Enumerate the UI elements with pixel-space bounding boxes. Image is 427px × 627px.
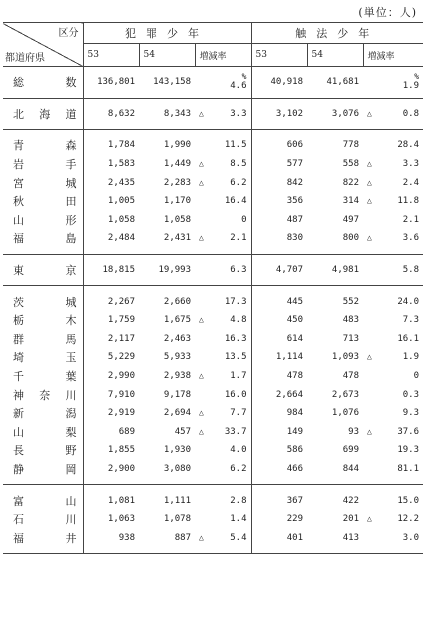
table-row — [3, 254, 423, 286]
prefecture-name: 埼玉 — [3, 348, 83, 367]
count-cell: 136,801 — [83, 67, 139, 99]
table-row — [3, 510, 423, 529]
count-cell: 699 — [342, 445, 359, 456]
prefecture-name: 新潟 — [3, 404, 83, 423]
count-cell: 4,981 — [307, 254, 363, 286]
count-cell: 401 — [251, 528, 307, 553]
count-cell: 1,005 — [83, 192, 139, 211]
rate-value: 11.5 — [224, 140, 247, 151]
rate-value: 6.2 — [230, 463, 247, 474]
corner-header — [3, 23, 83, 67]
count-cell: 5,229 — [83, 348, 139, 367]
rate-cell — [195, 330, 251, 349]
count-cell: 2,938 — [163, 371, 191, 382]
decrease-triangle-icon: △ — [199, 177, 204, 187]
rate-cell — [195, 460, 251, 485]
count-cell: 8,343 — [139, 98, 195, 130]
count-cell: 3,076 — [307, 98, 363, 130]
rate-value: 8.5 — [230, 159, 247, 170]
rate-cell — [363, 330, 423, 349]
prefecture-name: 総数 — [3, 67, 83, 99]
count-cell: 478 — [251, 367, 307, 386]
count-cell: 1,583 — [83, 155, 139, 174]
count-cell: 450 — [251, 311, 307, 330]
rate-value: 7.7 — [230, 408, 247, 419]
row-group — [3, 98, 423, 130]
rate-cell — [363, 130, 423, 155]
rate-value: 28.4 — [397, 140, 420, 151]
row-group — [3, 254, 423, 286]
decrease-triangle-icon: △ — [199, 371, 204, 381]
count-cell: 844 — [307, 460, 363, 485]
count-cell: 577 — [251, 155, 307, 174]
rate-cell — [195, 485, 251, 510]
count-cell: 478 — [342, 371, 359, 382]
count-cell: 1,170 — [163, 196, 191, 207]
decrease-triangle-icon: △ — [199, 315, 204, 325]
rate-cell — [195, 98, 251, 130]
decrease-triangle-icon: △ — [199, 426, 204, 436]
prefecture-name: 秋田 — [3, 192, 83, 211]
count-cell: 2,990 — [83, 367, 139, 386]
count-cell: 1,449 — [163, 159, 191, 170]
decrease-triangle-icon: △ — [199, 532, 204, 542]
table-row — [3, 330, 423, 349]
percent-mark: % — [241, 72, 247, 82]
decrease-triangle-icon: △ — [367, 426, 372, 436]
rate-value: 37.6 — [397, 426, 420, 437]
count-cell: 2,435 — [83, 173, 139, 192]
count-cell: 830 — [251, 229, 307, 254]
corner-bottom-label: 都道府県 — [5, 53, 45, 64]
sub-header: 53 — [251, 44, 307, 67]
rate-cell — [363, 67, 423, 99]
rate-cell — [195, 254, 251, 286]
count-cell: 552 — [342, 296, 359, 307]
rate-value: 16.3 — [224, 333, 247, 344]
count-cell: 606 — [251, 130, 307, 155]
row-group — [3, 130, 423, 255]
count-cell: 93 — [348, 426, 359, 437]
rate-cell — [195, 67, 251, 99]
rate-value: 9.3 — [402, 408, 420, 419]
rate-value: 13.5 — [224, 352, 247, 363]
prefecture-name: 栃木 — [3, 311, 83, 330]
table-row — [3, 367, 423, 386]
rate-cell — [363, 441, 423, 460]
rate-value: 17.3 — [224, 296, 247, 307]
rate-value: 15.0 — [397, 495, 420, 506]
rate-value: 3.0 — [402, 532, 420, 543]
table-row — [3, 528, 423, 553]
prefecture-name: 福井 — [3, 528, 83, 553]
count-cell: 2,900 — [83, 460, 139, 485]
decrease-triangle-icon: △ — [199, 408, 204, 418]
rate-value: 4.8 — [230, 315, 247, 326]
rate-cell — [195, 155, 251, 174]
rate-cell — [363, 510, 423, 529]
count-cell: 822 — [342, 177, 359, 188]
count-cell: 7,910 — [83, 385, 139, 404]
rate-cell — [363, 460, 423, 485]
count-cell: 1,058 — [83, 211, 139, 230]
count-cell: 1,063 — [83, 510, 139, 529]
count-cell: 778 — [342, 140, 359, 151]
table-row — [3, 173, 423, 192]
rate-value: 5.8 — [402, 265, 420, 276]
rate-cell — [195, 311, 251, 330]
count-cell: 614 — [251, 330, 307, 349]
rate-value: 2.4 — [402, 177, 420, 188]
prefecture-name: 東京 — [3, 254, 83, 286]
decrease-triangle-icon: △ — [367, 233, 372, 243]
prefecture-name: 宮城 — [3, 173, 83, 192]
count-cell: 2,673 — [331, 389, 359, 400]
rate-cell — [363, 286, 423, 311]
count-cell: 5,933 — [163, 352, 191, 363]
sub-header: 53 — [83, 44, 139, 67]
count-cell: 9,178 — [163, 389, 191, 400]
decrease-triangle-icon: △ — [367, 514, 372, 524]
rate-value: 81.1 — [397, 463, 420, 474]
table-row — [3, 385, 423, 404]
count-cell: 18,815 — [83, 254, 139, 286]
prefecture-name: 福島 — [3, 229, 83, 254]
count-cell: 1,114 — [251, 348, 307, 367]
table-row — [3, 192, 423, 211]
rate-cell — [363, 385, 423, 404]
count-cell: 466 — [251, 460, 307, 485]
group-header-delinquent: 触法少年 — [251, 23, 423, 44]
table-row — [3, 311, 423, 330]
count-cell: 483 — [342, 315, 359, 326]
table-row — [3, 460, 423, 485]
decrease-triangle-icon: △ — [199, 108, 204, 118]
rate-value: 0 — [241, 214, 247, 225]
count-cell: 19,993 — [139, 254, 195, 286]
prefecture-name: 千葉 — [3, 367, 83, 386]
table-row — [3, 229, 423, 254]
rate-cell — [363, 192, 423, 211]
rate-value: 3.6 — [402, 233, 420, 244]
count-cell: 2,117 — [83, 330, 139, 349]
count-cell: 1,784 — [83, 130, 139, 155]
rate-value: 16.0 — [224, 389, 247, 400]
decrease-triangle-icon: △ — [199, 233, 204, 243]
rate-value: 4.0 — [230, 445, 247, 456]
rate-value: 6.2 — [230, 177, 247, 188]
count-cell: 887 — [139, 528, 195, 553]
count-cell: 1,930 — [163, 445, 191, 456]
rate-value: 16.4 — [224, 196, 247, 207]
rate-cell — [195, 528, 251, 553]
rate-cell — [195, 286, 251, 311]
sub-header: 増減率 — [195, 44, 251, 67]
count-cell: 149 — [251, 423, 307, 442]
count-cell: 367 — [251, 485, 307, 510]
decrease-triangle-icon: △ — [199, 159, 204, 169]
count-cell: 1,675 — [163, 315, 191, 326]
count-cell: 1,058 — [163, 214, 191, 225]
count-cell: 497 — [342, 214, 359, 225]
count-cell: 1,759 — [83, 311, 139, 330]
juvenile-table — [3, 22, 423, 554]
rate-cell — [363, 173, 423, 192]
rate-value: 3.3 — [402, 159, 420, 170]
count-cell: 3,080 — [139, 460, 195, 485]
rate-cell — [195, 348, 251, 367]
sub-header: 54 — [307, 44, 363, 67]
table-row — [3, 441, 423, 460]
rate-value: 33.7 — [224, 426, 247, 437]
rate-value: 4.6 — [230, 81, 247, 92]
rate-value: 1.9 — [402, 352, 420, 363]
rate-cell — [363, 311, 423, 330]
rate-value: 5.4 — [230, 532, 247, 543]
group-header-crime: 犯罪少年 — [83, 23, 251, 44]
prefecture-name: 北海道 — [3, 98, 83, 130]
count-cell: 1,076 — [331, 408, 359, 419]
count-cell: 143,158 — [139, 67, 195, 99]
count-cell: 586 — [251, 441, 307, 460]
count-cell: 2,267 — [83, 286, 139, 311]
count-cell: 8,632 — [83, 98, 139, 130]
count-cell: 201 — [342, 514, 359, 525]
rate-cell — [363, 98, 423, 130]
prefecture-name: 群馬 — [3, 330, 83, 349]
prefecture-name: 茨城 — [3, 286, 83, 311]
corner-top-label: 区分 — [58, 28, 79, 39]
prefecture-name: 青森 — [3, 130, 83, 155]
rate-value: 19.3 — [397, 445, 420, 456]
count-cell: 422 — [342, 495, 359, 506]
count-cell: 984 — [251, 404, 307, 423]
count-cell: 1,111 — [163, 495, 191, 506]
rate-value: 0 — [413, 371, 420, 382]
rate-cell — [363, 229, 423, 254]
count-cell: 314 — [342, 196, 359, 207]
unit-label: (単位：人) — [358, 6, 417, 19]
count-cell: 2,431 — [139, 229, 195, 254]
row-group — [3, 286, 423, 485]
rate-cell — [195, 192, 251, 211]
rate-cell — [195, 510, 251, 529]
table-row — [3, 98, 423, 130]
count-cell: 487 — [251, 211, 307, 230]
rate-cell — [195, 211, 251, 230]
rate-value: 0.8 — [402, 108, 420, 119]
count-cell: 3,102 — [251, 98, 307, 130]
count-cell: 1,081 — [83, 485, 139, 510]
count-cell: 713 — [342, 333, 359, 344]
count-cell: 938 — [83, 528, 139, 553]
prefecture-name: 富山 — [3, 485, 83, 510]
rate-value: 2.1 — [402, 214, 420, 225]
decrease-triangle-icon: △ — [367, 159, 372, 169]
rate-value: 7.3 — [402, 315, 420, 326]
count-cell: 1,990 — [163, 140, 191, 151]
table-row — [3, 485, 423, 510]
percent-mark: % — [414, 72, 420, 82]
count-cell: 2,484 — [83, 229, 139, 254]
count-cell: 40,918 — [251, 67, 307, 99]
rate-cell — [363, 485, 423, 510]
rate-value: 16.1 — [397, 333, 420, 344]
count-cell: 2,694 — [163, 408, 191, 419]
rate-cell — [363, 254, 423, 286]
count-cell: 356 — [251, 192, 307, 211]
sub-header: 54 — [139, 44, 195, 67]
rate-value: 0.3 — [402, 389, 420, 400]
prefecture-name: 山形 — [3, 211, 83, 230]
rate-value: 1.7 — [230, 371, 247, 382]
count-cell: 2,660 — [163, 296, 191, 307]
rate-cell — [363, 423, 423, 442]
count-cell: 689 — [83, 423, 139, 442]
rate-value: 2.8 — [230, 495, 247, 506]
table-row — [3, 211, 423, 230]
rate-value: 3.3 — [230, 108, 247, 119]
table-row — [3, 286, 423, 311]
decrease-triangle-icon: △ — [367, 352, 372, 362]
rate-cell — [363, 155, 423, 174]
row-group — [3, 67, 423, 99]
row-group — [3, 485, 423, 554]
sub-header: 増減率 — [363, 44, 423, 67]
rate-value: 1.4 — [230, 514, 247, 525]
count-cell: 1,078 — [163, 514, 191, 525]
rate-cell — [195, 404, 251, 423]
rate-cell — [363, 367, 423, 386]
prefecture-name: 山梨 — [3, 423, 83, 442]
rate-cell — [195, 367, 251, 386]
rate-cell — [195, 130, 251, 155]
rate-value: 11.8 — [397, 196, 420, 207]
count-cell: 445 — [251, 286, 307, 311]
rate-value: 12.2 — [397, 514, 420, 525]
rate-cell — [195, 385, 251, 404]
rate-cell — [363, 211, 423, 230]
count-cell: 229 — [251, 510, 307, 529]
count-cell: 800 — [307, 229, 363, 254]
rate-cell — [195, 441, 251, 460]
rate-value: 24.0 — [397, 296, 420, 307]
rate-cell — [195, 229, 251, 254]
count-cell: 2,283 — [163, 177, 191, 188]
count-cell: 1,093 — [331, 352, 359, 363]
count-cell: 4,707 — [251, 254, 307, 286]
rate-cell — [363, 404, 423, 423]
table-row — [3, 423, 423, 442]
table-row — [3, 348, 423, 367]
count-cell: 1,855 — [83, 441, 139, 460]
decrease-triangle-icon: △ — [367, 177, 372, 187]
table-row — [3, 404, 423, 423]
count-cell: 41,681 — [307, 67, 363, 99]
count-cell: 558 — [342, 159, 359, 170]
decrease-triangle-icon: △ — [367, 108, 372, 118]
prefecture-name: 神奈川 — [3, 385, 83, 404]
prefecture-name: 静岡 — [3, 460, 83, 485]
count-cell: 842 — [251, 173, 307, 192]
rate-cell — [195, 423, 251, 442]
count-cell: 2,463 — [163, 333, 191, 344]
rate-value: 1.9 — [402, 81, 420, 92]
count-cell: 2,664 — [251, 385, 307, 404]
count-cell: 457 — [174, 426, 191, 437]
rate-cell — [363, 528, 423, 553]
table-row — [3, 155, 423, 174]
table-row — [3, 130, 423, 155]
rate-cell — [195, 173, 251, 192]
prefecture-name: 石川 — [3, 510, 83, 529]
decrease-triangle-icon: △ — [367, 196, 372, 206]
prefecture-name: 岩手 — [3, 155, 83, 174]
rate-value: 6.3 — [230, 265, 247, 276]
count-cell: 413 — [307, 528, 363, 553]
rate-value: 2.1 — [230, 233, 247, 244]
table-row — [3, 67, 423, 99]
prefecture-name: 長野 — [3, 441, 83, 460]
rate-cell — [363, 348, 423, 367]
count-cell: 2,919 — [83, 404, 139, 423]
